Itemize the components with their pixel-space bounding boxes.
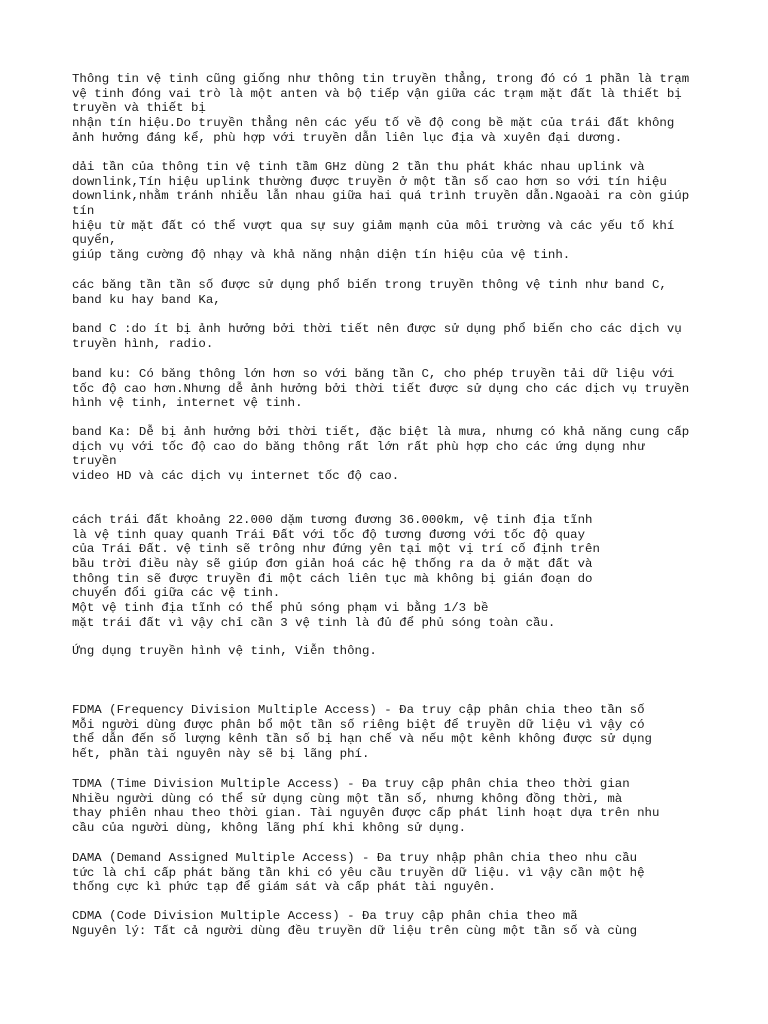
text-line: DAMA (Demand Assigned Multiple Access) - Đa truy nhập phân chia theo nhu cầu: [72, 851, 638, 865]
text-line: tín: [72, 204, 95, 219]
text-line: chuyển đổi giữa các vệ tinh.: [72, 586, 281, 601]
text-line: band C :do ít bị ảnh hưởng bởi thời tiết nên được sử dụng phổ biến cho các dịch vụ: [72, 322, 682, 336]
paragraph-frequency-bands: [72, 160, 732, 263]
text-line: Thông tin vệ tinh cũng giống như thông tin truyền thẳng, trong đó có 1 phần là trạm: [72, 72, 690, 86]
text-line: band ku hay band Ka,: [72, 292, 221, 307]
text-line: hình vệ tinh, internet vệ tinh.: [72, 396, 303, 411]
text-line: downlink,nhằm tránh nhiễu lẫn nhau giữa hai quá trình truyền dẫn.Ngaoài ra còn giúp: [72, 189, 690, 204]
paragraph-satellite-intro: [72, 72, 732, 145]
text-line: tức là chỉ cấp phát băng tần khi có yêu cầu truyền dữ liệu. vì vậy cần một hệ: [72, 865, 645, 880]
text-line: truyền hình, radio.: [72, 336, 214, 351]
text-line: Ứng dụng truyền hình vệ tinh, Viễn thông.: [72, 644, 377, 658]
text-line: dải tần của thông tin vệ tinh tầm GHz dùng 2 tần thu phát khác nhau uplink và: [72, 160, 645, 174]
text-line: band ku: Có băng thông lớn hơn so với băng tần C, cho phép truyền tải dữ liệu với: [72, 367, 675, 381]
text-line: là vệ tinh quay quanh Trái Đất với tốc độ tương đương với tốc độ quay: [72, 527, 586, 542]
text-line: bầu trời điều này sẽ giúp đơn giản hoá các hệ thống ra da ở mặt đất và: [72, 557, 593, 572]
text-line: thống cực kì phức tạp để giám sát và cấp phát tài nguyên.: [72, 880, 496, 895]
text-line: thay phiên nhau theo thời gian. Tài nguyên được cấp phát linh hoạt dựa trên nhu: [72, 806, 660, 821]
text-line: band Ka: Dễ bị ảnh hưởng bởi thời tiết, đặc biệt là mưa, nhưng có khả năng cung cấp: [72, 425, 690, 439]
paragraph-geostationary: [72, 513, 732, 631]
text-line: nhận tín hiệu.Do truyền thẳng nên các yếu tố về độ cong bề mặt của trái đất không: [72, 116, 675, 131]
paragraph-dama: [72, 851, 732, 895]
paragraph-band-ka: [72, 425, 732, 484]
text-line: hết, phần tài nguyên này sẽ bị lãng phí.: [72, 747, 370, 762]
text-line: của Trái Đất. vệ tinh sẽ trông như đứng yên tại một vị trí cố định trên: [72, 542, 600, 557]
text-line: FDMA (Frequency Division Multiple Access) - Đa truy cập phân chia theo tần số: [72, 703, 645, 717]
text-line: hiệu từ mặt đất có thể vượt qua sự suy giảm mạnh của môi trường và các yếu tố khí: [72, 218, 675, 233]
text-line: cách trái đất khoảng 22.000 dặm tương đương 36.000km, vệ tinh địa tĩnh: [72, 513, 593, 527]
text-line: Mỗi người dùng được phân bổ một tần số riêng biệt để truyền dữ liệu vì vậy có: [72, 717, 645, 732]
text-line: cầu của người dùng, không lãng phí khi không sử dụng.: [72, 821, 467, 836]
paragraph-fdma: [72, 703, 732, 762]
text-line: ảnh hưởng đáng kể, phù hợp với truyền dẫn liên lục địa và xuyên đại dương.: [72, 130, 623, 145]
text-line: mặt trái đất vì vậy chỉ cần 3 vệ tinh là đủ để phủ sóng toàn cầu.: [72, 615, 556, 630]
text-line: Nguyên lý: Tất cả người dùng đều truyền dữ liệu trên cùng một tần số và cùng: [72, 923, 638, 938]
text-line: TDMA (Time Division Multiple Access) - Đa truy cập phân chia theo thời gian: [72, 777, 630, 791]
text-line: truyền: [72, 454, 117, 469]
text-line: các băng tần tần số được sử dụng phổ biến trong truyền thông vệ tinh như band C,: [72, 278, 667, 292]
text-line: dịch vụ với tốc độ cao do băng thông rất lớn rất phù hợp cho các ứng dụng như: [72, 439, 645, 454]
text-line: Một vệ tinh địa tĩnh có thể phủ sóng phạm vi bằng 1/3 bề: [72, 601, 489, 616]
text-line: quyển,: [72, 233, 117, 248]
text-line: Nhiều người dùng có thể sử dụng cùng một tần số, nhưng không đồng thời, mà: [72, 791, 623, 806]
text-line: vệ tinh đóng vai trò là một anten và bộ tiếp vận giữa các trạm mặt đất là thiết bị: [72, 86, 682, 101]
text-line: thông tin sẽ được truyền đi một cách liên tục mà không bị gián đoạn do: [72, 571, 593, 586]
paragraph-common-bands: [72, 278, 732, 307]
paragraph-applications: [72, 644, 732, 659]
text-line: thể dẫn đến số lượng kênh tần số bị hạn chế và nếu một kênh không được sử dụng: [72, 732, 652, 747]
text-line: tốc độ cao hơn.Nhưng dễ ảnh hưởng bởi thời tiết được sử dụng cho các dịch vụ truyền: [72, 381, 690, 396]
text-line: downlink,Tín hiệu uplink thường được truyền ở một tần số cao hơn so với tín hiệu: [72, 174, 667, 189]
text-line: giúp tăng cường độ nhạy và khả năng nhận diện tín hiệu của vệ tinh.: [72, 248, 571, 263]
paragraph-cdma: [72, 909, 732, 938]
paragraph-band-c: [72, 322, 732, 351]
paragraph-tdma: [72, 777, 732, 836]
text-line: CDMA (Code Division Multiple Access) - Đa truy cập phân chia theo mã: [72, 909, 578, 923]
text-line: video HD và các dịch vụ internet tốc độ cao.: [72, 469, 400, 484]
text-line: truyền và thiết bị: [72, 101, 206, 116]
paragraph-band-ku: [72, 367, 732, 411]
